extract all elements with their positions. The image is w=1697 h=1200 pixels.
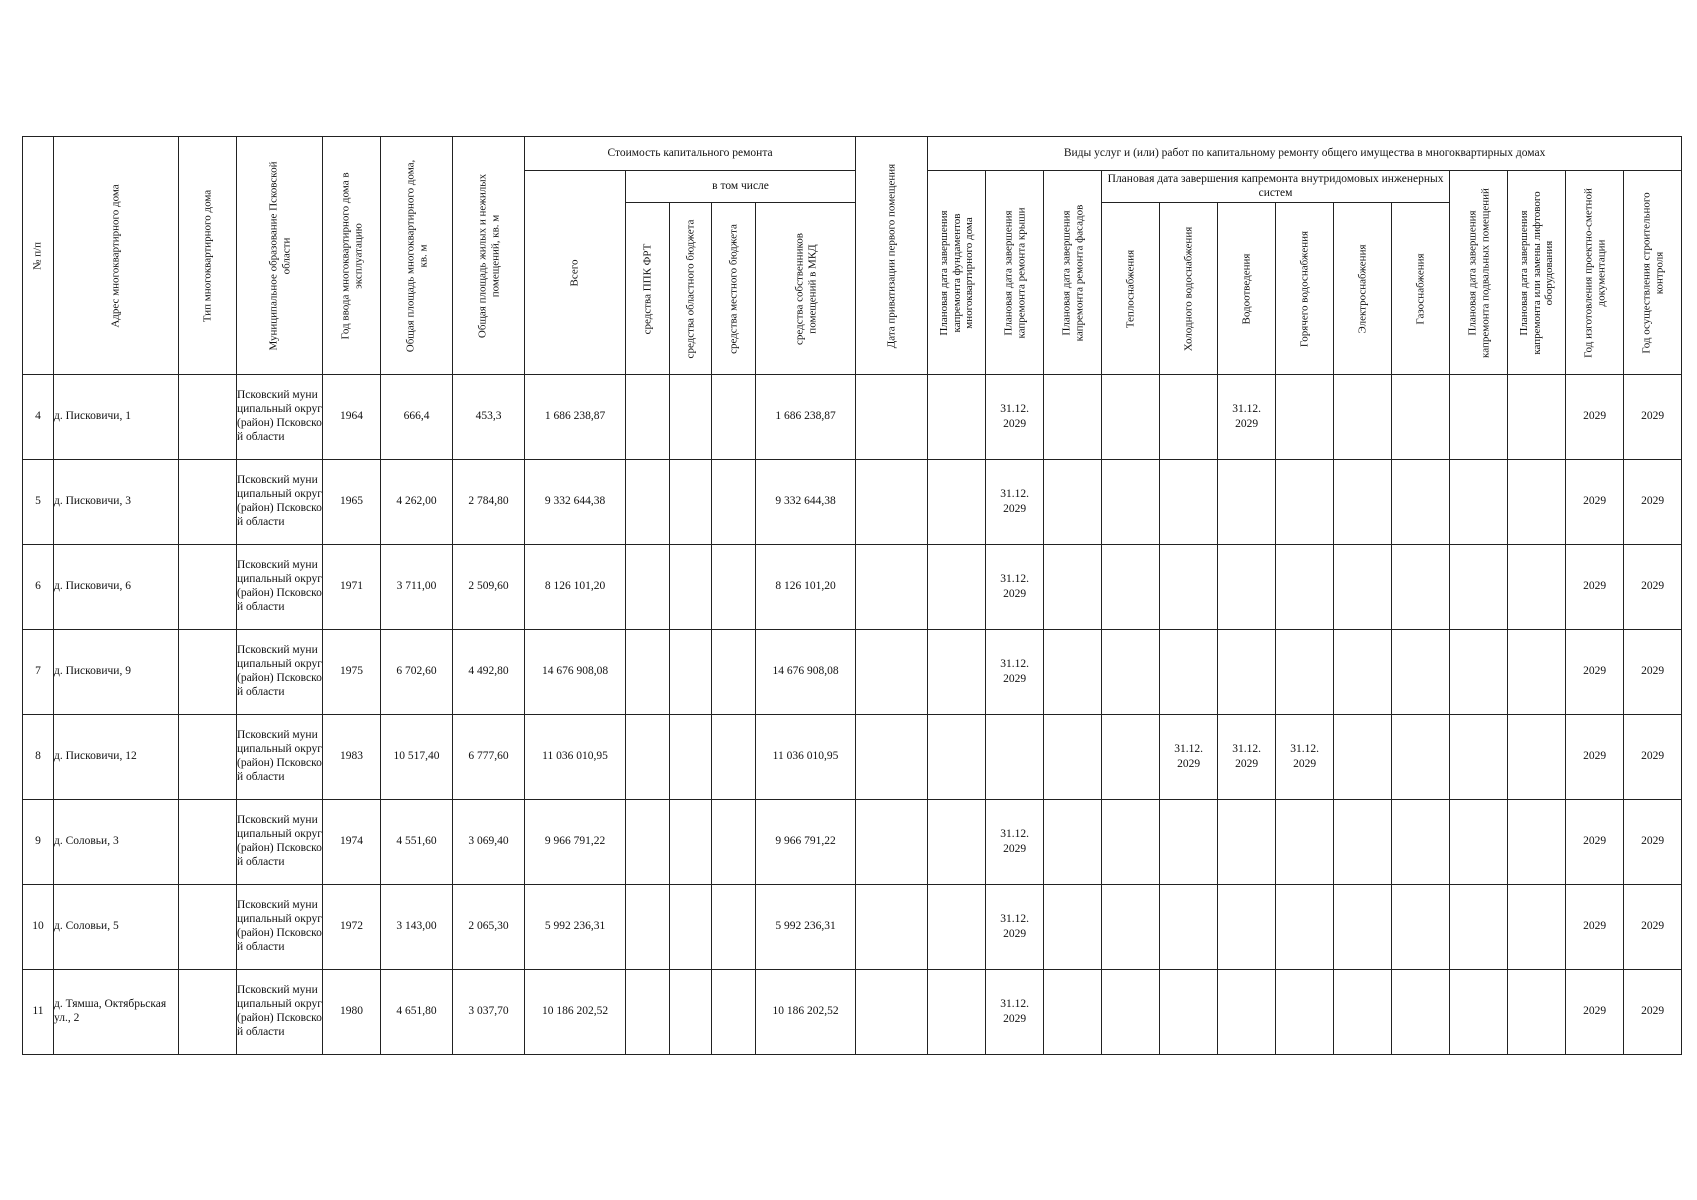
cell-fund-regional <box>670 800 712 885</box>
cell-privatization <box>856 545 928 630</box>
cell-municipality: Псковский муниципальный округ (район) Псковской области <box>237 375 323 460</box>
header-fund-ppk: средства ППК ФРТ <box>626 203 670 375</box>
cell-year: 1972 <box>323 885 381 970</box>
cell-elevator <box>1508 715 1566 800</box>
cell-year: 1980 <box>323 970 381 1055</box>
cell-design-year: 2029 <box>1566 460 1624 545</box>
cell-electricity <box>1334 800 1392 885</box>
cell-fund-regional <box>670 885 712 970</box>
cell-num: 4 <box>23 375 54 460</box>
cell-elevator <box>1508 800 1566 885</box>
capital-repair-table <box>22 136 1682 1055</box>
header-address: Адрес многоквартирного дома <box>54 137 179 375</box>
cell-cost-total: 9 332 644,38 <box>525 460 626 545</box>
cell-cost-total: 9 966 791,22 <box>525 800 626 885</box>
cell-control-year: 2029 <box>1624 630 1682 715</box>
cell-facade <box>1044 375 1102 460</box>
cell-design-year: 2029 <box>1566 800 1624 885</box>
cell-fund-regional <box>670 460 712 545</box>
cell-fund-owners: 10 186 202,52 <box>756 970 856 1055</box>
cell-fund-owners: 11 036 010,95 <box>756 715 856 800</box>
cell-hot-water <box>1276 630 1334 715</box>
cell-control-year: 2029 <box>1624 970 1682 1055</box>
header-elevator: Плановая дата завершения капремонта или замены лифтового оборудования <box>1508 171 1566 375</box>
cell-address: д. Соловьи, 5 <box>54 885 179 970</box>
header-num: № п/п <box>23 137 54 375</box>
cell-fund-ppk <box>626 460 670 545</box>
table-row <box>23 885 1682 970</box>
cell-electricity <box>1334 885 1392 970</box>
cell-control-year: 2029 <box>1624 545 1682 630</box>
cell-roof <box>986 715 1044 800</box>
cell-cost-total: 11 036 010,95 <box>525 715 626 800</box>
cell-year: 1964 <box>323 375 381 460</box>
cell-hot-water <box>1276 885 1334 970</box>
cell-total-area: 4 262,00 <box>381 460 453 545</box>
cell-address: д. Писковичи, 1 <box>54 375 179 460</box>
cell-cost-total: 5 992 236,31 <box>525 885 626 970</box>
cell-basement <box>1450 970 1508 1055</box>
cell-heating <box>1102 545 1160 630</box>
cell-premises-area: 3 037,70 <box>453 970 525 1055</box>
cell-cost-total: 10 186 202,52 <box>525 970 626 1055</box>
cell-privatization <box>856 885 928 970</box>
cell-design-year: 2029 <box>1566 885 1624 970</box>
table-row <box>23 800 1682 885</box>
cell-fund-owners: 9 332 644,38 <box>756 460 856 545</box>
cell-roof: 31.12. 2029 <box>986 375 1044 460</box>
cell-municipality: Псковский муниципальный округ (район) Псковской области <box>237 800 323 885</box>
cell-roof: 31.12. 2029 <box>986 970 1044 1055</box>
header-gas: Газоснабжения <box>1392 203 1450 375</box>
cell-cold-water <box>1160 460 1218 545</box>
cell-drainage <box>1218 630 1276 715</box>
cell-electricity <box>1334 460 1392 545</box>
cell-fund-local <box>712 375 756 460</box>
cell-foundation <box>928 375 986 460</box>
cell-cost-total: 1 686 238,87 <box>525 375 626 460</box>
table-row <box>23 715 1682 800</box>
header-heating: Теплоснабжения <box>1102 203 1160 375</box>
cell-control-year: 2029 <box>1624 800 1682 885</box>
header-basement: Плановая дата завершения капремонта подвальных помещений <box>1450 171 1508 375</box>
cell-num: 9 <box>23 800 54 885</box>
cell-drainage <box>1218 545 1276 630</box>
cell-roof: 31.12. 2029 <box>986 545 1044 630</box>
cell-foundation <box>928 630 986 715</box>
cell-drainage <box>1218 970 1276 1055</box>
cell-drainage: 31.12. 2029 <box>1218 715 1276 800</box>
cell-cold-water <box>1160 885 1218 970</box>
table-header <box>23 137 1682 375</box>
cell-foundation <box>928 885 986 970</box>
cell-fund-ppk <box>626 970 670 1055</box>
header-cost-total: Всего <box>525 171 626 375</box>
cell-heating <box>1102 460 1160 545</box>
table-row <box>23 460 1682 545</box>
cell-num: 7 <box>23 630 54 715</box>
cell-design-year: 2029 <box>1566 545 1624 630</box>
cell-cold-water: 31.12. 2029 <box>1160 715 1218 800</box>
cell-drainage <box>1218 885 1276 970</box>
cell-fund-regional <box>670 375 712 460</box>
cell-electricity <box>1334 715 1392 800</box>
cell-type <box>179 375 237 460</box>
header-electricity: Электроснабжения <box>1334 203 1392 375</box>
cell-elevator <box>1508 460 1566 545</box>
cell-gas <box>1392 970 1450 1055</box>
header-roof: Плановая дата завершения капремонта ремонта крыши <box>986 171 1044 375</box>
header-incl: в том числе <box>626 171 856 203</box>
cell-basement <box>1450 885 1508 970</box>
cell-municipality: Псковский муниципальный округ (район) Псковской области <box>237 715 323 800</box>
header-cost-group: Стоимость капитального ремонта <box>525 137 856 171</box>
cell-facade <box>1044 460 1102 545</box>
cell-fund-local <box>712 545 756 630</box>
cell-premises-area: 453,3 <box>453 375 525 460</box>
cell-num: 10 <box>23 885 54 970</box>
header-fund-regional: средства областного бюджета <box>670 203 712 375</box>
cell-fund-ppk <box>626 545 670 630</box>
cell-gas <box>1392 630 1450 715</box>
cell-fund-regional <box>670 630 712 715</box>
cell-design-year: 2029 <box>1566 715 1624 800</box>
cell-fund-local <box>712 885 756 970</box>
cell-type <box>179 630 237 715</box>
cell-address: д. Тямша, Октябрьская ул., 2 <box>54 970 179 1055</box>
header-control-year: Год осуществления строительного контроля <box>1624 171 1682 375</box>
cell-privatization <box>856 375 928 460</box>
header-works-group: Виды услуг и (или) работ по капитальному ремонту общего имущества в многоквартирных домах <box>928 137 1682 171</box>
cell-hot-water <box>1276 970 1334 1055</box>
cell-heating <box>1102 970 1160 1055</box>
cell-basement <box>1450 375 1508 460</box>
header-fund-owners: средства собственников помещений в МКД <box>756 203 856 375</box>
cell-design-year: 2029 <box>1566 630 1624 715</box>
cell-hot-water <box>1276 545 1334 630</box>
cell-privatization <box>856 800 928 885</box>
cell-roof: 31.12. 2029 <box>986 630 1044 715</box>
cell-facade <box>1044 800 1102 885</box>
header-foundation: Плановая дата завершения капремонта фундаментов многоквартирного дома <box>928 171 986 375</box>
cell-elevator <box>1508 885 1566 970</box>
table-row <box>23 630 1682 715</box>
cell-elevator <box>1508 545 1566 630</box>
cell-foundation <box>928 800 986 885</box>
cell-fund-local <box>712 715 756 800</box>
table-row <box>23 545 1682 630</box>
cell-total-area: 666,4 <box>381 375 453 460</box>
cell-num: 11 <box>23 970 54 1055</box>
header-facade: Плановая дата завершения капремонта ремонта фасадов <box>1044 171 1102 375</box>
cell-year: 1974 <box>323 800 381 885</box>
cell-drainage: 31.12. 2029 <box>1218 375 1276 460</box>
cell-year: 1965 <box>323 460 381 545</box>
cell-gas <box>1392 715 1450 800</box>
cell-elevator <box>1508 970 1566 1055</box>
cell-fund-owners: 1 686 238,87 <box>756 375 856 460</box>
cell-facade <box>1044 545 1102 630</box>
cell-cold-water <box>1160 630 1218 715</box>
cell-privatization <box>856 970 928 1055</box>
cell-premises-area: 2 509,60 <box>453 545 525 630</box>
cell-total-area: 10 517,40 <box>381 715 453 800</box>
cell-type <box>179 885 237 970</box>
cell-total-area: 3 711,00 <box>381 545 453 630</box>
cell-elevator <box>1508 375 1566 460</box>
cell-premises-area: 4 492,80 <box>453 630 525 715</box>
header-hot-water: Горячего водоснабжения <box>1276 203 1334 375</box>
cell-hot-water <box>1276 460 1334 545</box>
cell-cost-total: 8 126 101,20 <box>525 545 626 630</box>
cell-privatization <box>856 715 928 800</box>
header-privatization: Дата приватизации первого помещения <box>856 137 928 375</box>
cell-roof: 31.12. 2029 <box>986 460 1044 545</box>
cell-facade <box>1044 970 1102 1055</box>
cell-basement <box>1450 715 1508 800</box>
cell-fund-local <box>712 970 756 1055</box>
cell-electricity <box>1334 375 1392 460</box>
cell-cold-water <box>1160 800 1218 885</box>
cell-heating <box>1102 715 1160 800</box>
cell-privatization <box>856 460 928 545</box>
cell-fund-ppk <box>626 375 670 460</box>
header-total-area: Общая площадь многоквартирного дома, кв. м <box>381 137 453 375</box>
cell-cold-water <box>1160 545 1218 630</box>
cell-municipality: Псковский муниципальный округ (район) Псковской области <box>237 970 323 1055</box>
cell-fund-regional <box>670 545 712 630</box>
cell-roof: 31.12. 2029 <box>986 885 1044 970</box>
cell-basement <box>1450 630 1508 715</box>
cell-fund-ppk <box>626 715 670 800</box>
cell-design-year: 2029 <box>1566 375 1624 460</box>
cell-hot-water <box>1276 800 1334 885</box>
cell-address: д. Писковичи, 6 <box>54 545 179 630</box>
table-row <box>23 375 1682 460</box>
cell-cost-total: 14 676 908,08 <box>525 630 626 715</box>
cell-electricity <box>1334 630 1392 715</box>
cell-gas <box>1392 375 1450 460</box>
header-type: Тип многоквартирного дома <box>179 137 237 375</box>
table-body <box>23 375 1682 1055</box>
cell-total-area: 3 143,00 <box>381 885 453 970</box>
cell-facade <box>1044 630 1102 715</box>
cell-type <box>179 800 237 885</box>
cell-hot-water: 31.12. 2029 <box>1276 715 1334 800</box>
cell-fund-regional <box>670 970 712 1055</box>
cell-foundation <box>928 715 986 800</box>
cell-municipality: Псковский муниципальный округ (район) Псковской области <box>237 545 323 630</box>
header-year-built: Год ввода многоквартирного дома в эксплуатацию <box>323 137 381 375</box>
cell-heating <box>1102 630 1160 715</box>
cell-type <box>179 715 237 800</box>
cell-gas <box>1392 460 1450 545</box>
cell-fund-ppk <box>626 885 670 970</box>
cell-basement <box>1450 545 1508 630</box>
cell-fund-local <box>712 630 756 715</box>
cell-type <box>179 970 237 1055</box>
cell-year: 1983 <box>323 715 381 800</box>
cell-fund-local <box>712 460 756 545</box>
cell-gas <box>1392 545 1450 630</box>
cell-address: д. Писковичи, 12 <box>54 715 179 800</box>
cell-premises-area: 2 065,30 <box>453 885 525 970</box>
cell-premises-area: 2 784,80 <box>453 460 525 545</box>
cell-heating <box>1102 800 1160 885</box>
cell-electricity <box>1334 970 1392 1055</box>
cell-fund-owners: 14 676 908,08 <box>756 630 856 715</box>
cell-hot-water <box>1276 375 1334 460</box>
cell-address: д. Писковичи, 9 <box>54 630 179 715</box>
cell-fund-owners: 5 992 236,31 <box>756 885 856 970</box>
cell-year: 1975 <box>323 630 381 715</box>
cell-premises-area: 3 069,40 <box>453 800 525 885</box>
cell-heating <box>1102 885 1160 970</box>
cell-type <box>179 460 237 545</box>
cell-fund-regional <box>670 715 712 800</box>
cell-foundation <box>928 545 986 630</box>
cell-design-year: 2029 <box>1566 970 1624 1055</box>
cell-control-year: 2029 <box>1624 375 1682 460</box>
cell-fund-ppk <box>626 800 670 885</box>
cell-type <box>179 545 237 630</box>
cell-fund-ppk <box>626 630 670 715</box>
cell-control-year: 2029 <box>1624 715 1682 800</box>
cell-fund-local <box>712 800 756 885</box>
cell-control-year: 2029 <box>1624 885 1682 970</box>
cell-gas <box>1392 800 1450 885</box>
cell-address: д. Писковичи, 3 <box>54 460 179 545</box>
cell-total-area: 6 702,60 <box>381 630 453 715</box>
header-drainage: Водоотведения <box>1218 203 1276 375</box>
cell-facade <box>1044 715 1102 800</box>
cell-municipality: Псковский муниципальный округ (район) Псковской области <box>237 630 323 715</box>
cell-control-year: 2029 <box>1624 460 1682 545</box>
cell-electricity <box>1334 545 1392 630</box>
cell-heating <box>1102 375 1160 460</box>
cell-address: д. Соловьи, 3 <box>54 800 179 885</box>
cell-total-area: 4 551,60 <box>381 800 453 885</box>
cell-roof: 31.12. 2029 <box>986 800 1044 885</box>
header-municipality: Муниципальное образование Псковской области <box>237 137 323 375</box>
header-design-year: Год изготовления проектно-сметной документации <box>1566 171 1624 375</box>
cell-foundation <box>928 460 986 545</box>
cell-year: 1971 <box>323 545 381 630</box>
cell-total-area: 4 651,80 <box>381 970 453 1055</box>
cell-fund-owners: 8 126 101,20 <box>756 545 856 630</box>
cell-cold-water <box>1160 375 1218 460</box>
cell-gas <box>1392 885 1450 970</box>
cell-basement <box>1450 800 1508 885</box>
cell-foundation <box>928 970 986 1055</box>
header-systems-group: Плановая дата завершения капремонта внутридомовых инженерных систем <box>1102 171 1450 203</box>
cell-drainage <box>1218 800 1276 885</box>
cell-basement <box>1450 460 1508 545</box>
cell-cold-water <box>1160 970 1218 1055</box>
cell-facade <box>1044 885 1102 970</box>
cell-elevator <box>1508 630 1566 715</box>
cell-drainage <box>1218 460 1276 545</box>
cell-municipality: Псковский муниципальный округ (район) Псковской области <box>237 885 323 970</box>
header-cold-water: Холодного водоснабжения <box>1160 203 1218 375</box>
cell-num: 6 <box>23 545 54 630</box>
table-row <box>23 970 1682 1055</box>
cell-fund-owners: 9 966 791,22 <box>756 800 856 885</box>
cell-municipality: Псковский муниципальный округ (район) Псковской области <box>237 460 323 545</box>
header-fund-local: средства местного бюджета <box>712 203 756 375</box>
cell-num: 5 <box>23 460 54 545</box>
cell-num: 8 <box>23 715 54 800</box>
cell-privatization <box>856 630 928 715</box>
cell-premises-area: 6 777,60 <box>453 715 525 800</box>
header-premises-area: Общая площадь жилых и нежилых помещений, кв. м <box>453 137 525 375</box>
